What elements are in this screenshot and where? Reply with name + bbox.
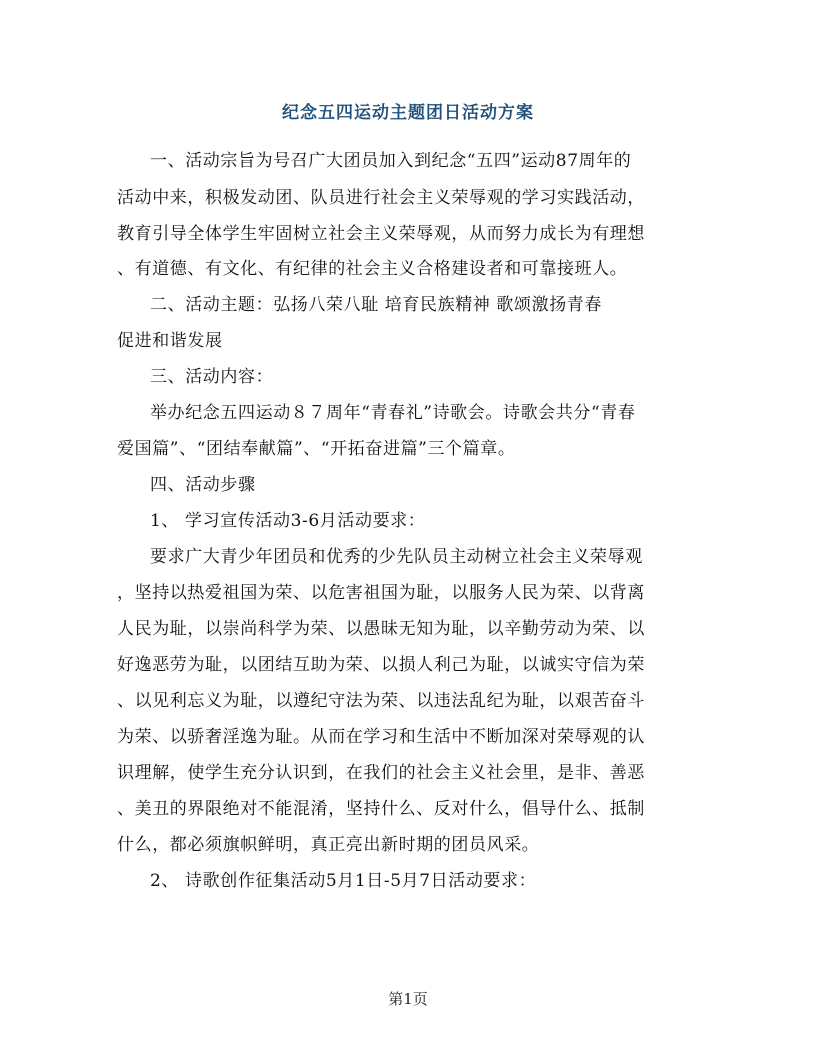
paragraph-line: 、有道德、有文化、有纪律的社会主义合格建设者和可靠接班人。 bbox=[117, 259, 628, 279]
paragraph-line: 2、 诗歌创作征集活动5月1日-5月7日活动要求： bbox=[150, 871, 537, 891]
paragraph-line: 什么，都必须旗帜鲜明，真正亮出新时期的团员风采。 bbox=[117, 835, 540, 855]
paragraph-line: 三、活动内容： bbox=[150, 367, 274, 387]
paragraph-line: 爱国篇”、“团结奉献篇”、“开拓奋进篇”三个篇章。 bbox=[117, 439, 516, 459]
paragraph-line: 一、活动宗旨为号召广大团员加入到纪念“五四”运动87周年的 bbox=[150, 151, 632, 171]
paragraph-line: ，坚持以热爱祖国为荣、以危害祖国为耻，以服务人民为荣、以背离 bbox=[117, 583, 645, 603]
paragraph-line: 、美丑的界限绝对不能混淆，坚持什么、反对什么，倡导什么、抵制 bbox=[117, 799, 645, 819]
paragraph-line: 教育引导全体学生牢固树立社会主义荣辱观，从而努力成长为有理想 bbox=[117, 224, 645, 244]
paragraph-line: 识理解，使学生充分认识到，在我们的社会主义社会里，是非、善恶 bbox=[117, 763, 645, 783]
paragraph-line: 活动中来，积极发动团、队员进行社会主义荣辱观的学习实践活动， bbox=[117, 188, 645, 208]
paragraph-line: 为荣、以骄奢淫逸为耻。从而在学习和生活中不断加深对荣辱观的认 bbox=[117, 727, 645, 747]
paragraph-line: 、以见利忘义为耻，以遵纪守法为荣、以违法乱纪为耻，以艰苦奋斗 bbox=[117, 691, 645, 711]
paragraph-line: 二、活动主题：弘扬八荣八耻 培育民族精神 歌颂激扬青春 bbox=[150, 295, 603, 315]
paragraph-line: 人民为耻，以崇尚科学为荣、以愚昧无知为耻，以辛勤劳动为荣、以 bbox=[117, 619, 645, 639]
paragraph-line: 四、活动步骤 bbox=[150, 475, 256, 495]
paragraph-line: 举办纪念五四运动８７周年“青春礼”诗歌会。诗歌会共分“青春 bbox=[150, 403, 636, 423]
paragraph-line: 1、 学习宣传活动3-6月活动要求： bbox=[150, 511, 426, 531]
paragraph-line: 促进和谐发展 bbox=[117, 331, 223, 351]
paragraph-line: 要求广大青少年团员和优秀的少先队员主动树立社会主义荣辱观 bbox=[150, 547, 643, 567]
paragraph-line: 好逸恶劳为耻，以团结互助为荣、以损人利己为耻，以诚实守信为荣 bbox=[117, 655, 645, 675]
page-number: 第1页 bbox=[388, 990, 428, 1008]
document-title: 纪念五四运动主题团日活动方案 bbox=[282, 103, 534, 123]
